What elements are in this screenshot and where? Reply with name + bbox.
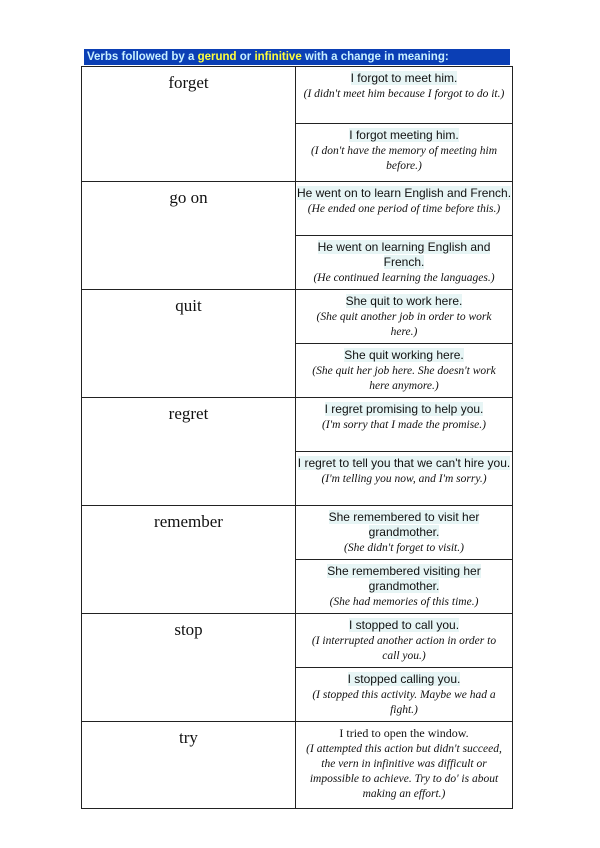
- example-cell: [296, 452, 513, 506]
- example-sentence: He went on to learn English and French.: [296, 186, 512, 200]
- example-explanation: (I interrupted another action in order to call you.): [311, 635, 497, 662]
- table-row: [82, 506, 513, 560]
- example-explanation: (He continued learning the languages.): [313, 272, 495, 284]
- example-sentence: I tried to open the window.: [339, 726, 469, 740]
- example-cell: [296, 560, 513, 614]
- page-title: [84, 49, 510, 65]
- example-cell: [296, 614, 513, 668]
- example-cell: [296, 182, 513, 236]
- example-sentence: She remembered visiting her grandmother.: [327, 564, 481, 593]
- title-part3: with a change in meaning:: [301, 51, 449, 63]
- example-sentence: I stopped calling you.: [347, 672, 461, 686]
- example-explanation: (She quit another job in order to work here.): [316, 311, 492, 338]
- table-row: [82, 722, 513, 809]
- title-part2: or: [236, 51, 255, 63]
- table-row: [82, 614, 513, 668]
- example-sentence: I regret to tell you that we can't hire you.: [297, 456, 511, 470]
- example-explanation: (He ended one period of time before this.): [307, 203, 501, 215]
- example-cell: [296, 344, 513, 398]
- example-cell: [296, 123, 513, 181]
- example-explanation: (I attempted this action but didn't succeed, the vern in infinitive was difficult or impossible to achieve. Try to do' is about making an effort.): [306, 743, 502, 800]
- example-explanation: (I don't have the memory of meeting him before.): [310, 144, 498, 172]
- verb-cell: forget: [82, 67, 296, 182]
- example-sentence: I regret promising to help you.: [324, 402, 484, 416]
- example-cell: [296, 290, 513, 344]
- example-cell: [296, 506, 513, 560]
- title-gerund: gerund: [197, 51, 237, 63]
- example-sentence: She quit working here.: [344, 348, 464, 362]
- example-sentence: I forgot meeting him.: [349, 127, 459, 142]
- example-explanation: (I didn't meet him because I forgot to do it.): [303, 88, 505, 100]
- verb-cell: remember: [82, 506, 296, 614]
- verbs-table: [81, 66, 513, 809]
- table-row: [82, 182, 513, 236]
- example-sentence: I stopped to call you.: [348, 618, 460, 632]
- example-explanation: (I'm sorry that I made the promise.): [322, 419, 486, 431]
- verb-cell: go on: [82, 182, 296, 290]
- example-explanation: (She had memories of this time.): [329, 596, 479, 608]
- example-sentence: He went on learning English and French.: [317, 240, 491, 269]
- example-explanation: (I'm telling you now, and I'm sorry.): [321, 473, 487, 485]
- verb-cell: regret: [82, 398, 296, 506]
- title-part1: Verbs followed by a: [87, 51, 198, 63]
- example-cell: [296, 67, 513, 124]
- verb-cell: try: [82, 722, 296, 809]
- example-sentence: I forgot to meet him.: [350, 71, 458, 85]
- example-cell: [296, 236, 513, 290]
- verb-cell: stop: [82, 614, 296, 722]
- example-sentence: She quit to work here.: [345, 294, 463, 308]
- example-explanation: (She didn't forget to visit.): [344, 542, 464, 554]
- example-cell: [296, 398, 513, 452]
- title-infinitive: infinitive: [254, 51, 302, 63]
- example-explanation: (She quit her job here. She doesn't work here anymore.): [312, 365, 496, 392]
- example-explanation: (I stopped this activity. Maybe we had a fight.): [312, 689, 496, 716]
- example-cell: [296, 668, 513, 722]
- table-row: [82, 67, 513, 124]
- example-sentence: She remembered to visit her grandmother.: [328, 510, 480, 539]
- example-cell: [296, 722, 513, 809]
- table-row: [82, 290, 513, 344]
- verb-cell: quit: [82, 290, 296, 398]
- table-row: [82, 398, 513, 452]
